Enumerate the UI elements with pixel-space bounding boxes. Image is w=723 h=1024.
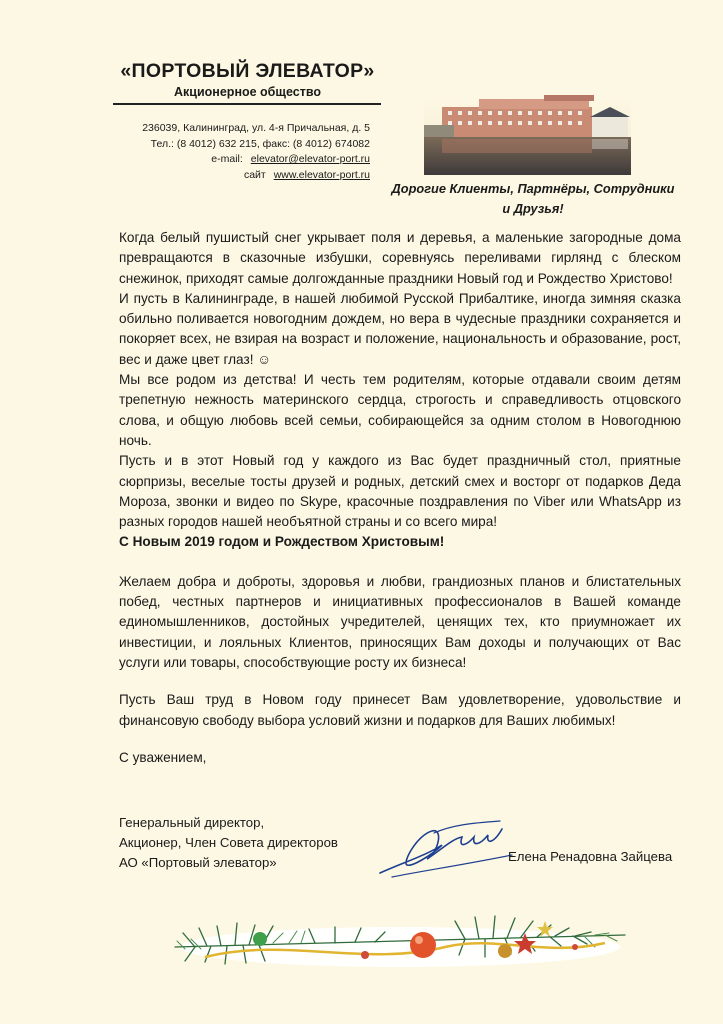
greeting-line-2: и Друзья! (502, 201, 564, 216)
paragraph-6: Желаем добра и доброты, здоровья и любви, грандиозных планов и блистательных побед, честных партнеров и инициативных профессионалов в Вашей команде единомышленников, достойных учредителей, ценящих тех, кто приумножает их инвестиции, и лояльных Клиентов, приносящих Вам доходы и получающих от Вас услуги или товары, способствующие росту их бизнеса! (119, 573, 681, 670)
phone-fax: Тел.: (8 4012) 632 215, факс: (8 4012) 674082 (150, 137, 370, 150)
title-line-1: Генеральный директор, (119, 815, 265, 830)
email-label: e-mail: (211, 153, 243, 165)
site-label: сайт (243, 168, 266, 181)
signatory-title (119, 813, 379, 873)
greeting-line-1: Дорогие Клиенты, Партнёры, Сотрудники (391, 181, 675, 196)
site-row (80, 168, 370, 184)
elevator-building-photo (424, 95, 631, 175)
site-link[interactable]: www.elevator-port.ru (273, 168, 370, 181)
christmas-garland-decoration (165, 877, 635, 987)
company-name: «ПОРТОВЫЙ ЭЛЕВАТОР» (120, 60, 375, 82)
email-link[interactable]: elevator@elevator-port.ru (250, 153, 370, 165)
signer-name: Елена Ренадовна Зайцева (508, 849, 673, 864)
regards: С уважением, (119, 749, 207, 765)
new-year-wish: С Новым 2019 годом и Рождеством Христовым! (119, 534, 445, 550)
paragraph-1: Когда белый пушистый снег укрывает поля и деревья, а маленькие загородные дома превращаются в сказочные избушки, соревнуясь переливами гирлянд с блеском снежинок, приходят самые долгожданные праздники Новый год и Рождество Христово! (119, 230, 681, 286)
paragraph-4: Пусть и в этот Новый год у каждого из Вас будет праздничный стол, приятные сюрпризы, веселые тосты друзей и родных, детский смех и восторг от подарков Деда Мороза, звонки и видео по Skype, красочные поздравления по Viber или WhatsApp из разных городов нашей необъятной страны и со всего мира! (119, 453, 681, 530)
company-type: Акционерное общество (174, 85, 321, 99)
address: 236039, Калининград, ул. 4-я Причальная, д. 5 (142, 122, 370, 134)
paragraph-3: Мы все родом из детства! И честь тем родителям, которые отдавали своим детям трепетную нежность материнского сердца, строгость и справедливость отцовского слова, и общую любовь всей семьи, собирающейся за одним столом в Новогоднюю ночь. (119, 372, 681, 448)
email-row (80, 152, 370, 168)
greeting (383, 179, 683, 219)
contact-block (80, 121, 370, 183)
header-divider (113, 103, 381, 105)
title-line-3: АО «Портовый элеватор» (119, 855, 277, 870)
letter-body (119, 228, 681, 768)
paragraph-7: Пусть Ваш труд в Новом году принесет Вам удовлетворение, удовольствие и финансовую свободу выбора условий жизни и подарков для Ваших любимых! (119, 692, 681, 728)
paragraph-2: И пусть в Калининграде, в нашей любимой Русской Прибалтике, иногда зимняя сказка обильно поливается новогодним дождем, но вера в чудесные праздники сохраняется и покоряет всех, не взирая на возраст и положение, национальность и образование, рост, вес и даже цвет глаз! ☺ (119, 290, 681, 367)
title-line-2: Акционер, Член Совета директоров (119, 835, 338, 850)
handwritten-signature (372, 815, 522, 885)
